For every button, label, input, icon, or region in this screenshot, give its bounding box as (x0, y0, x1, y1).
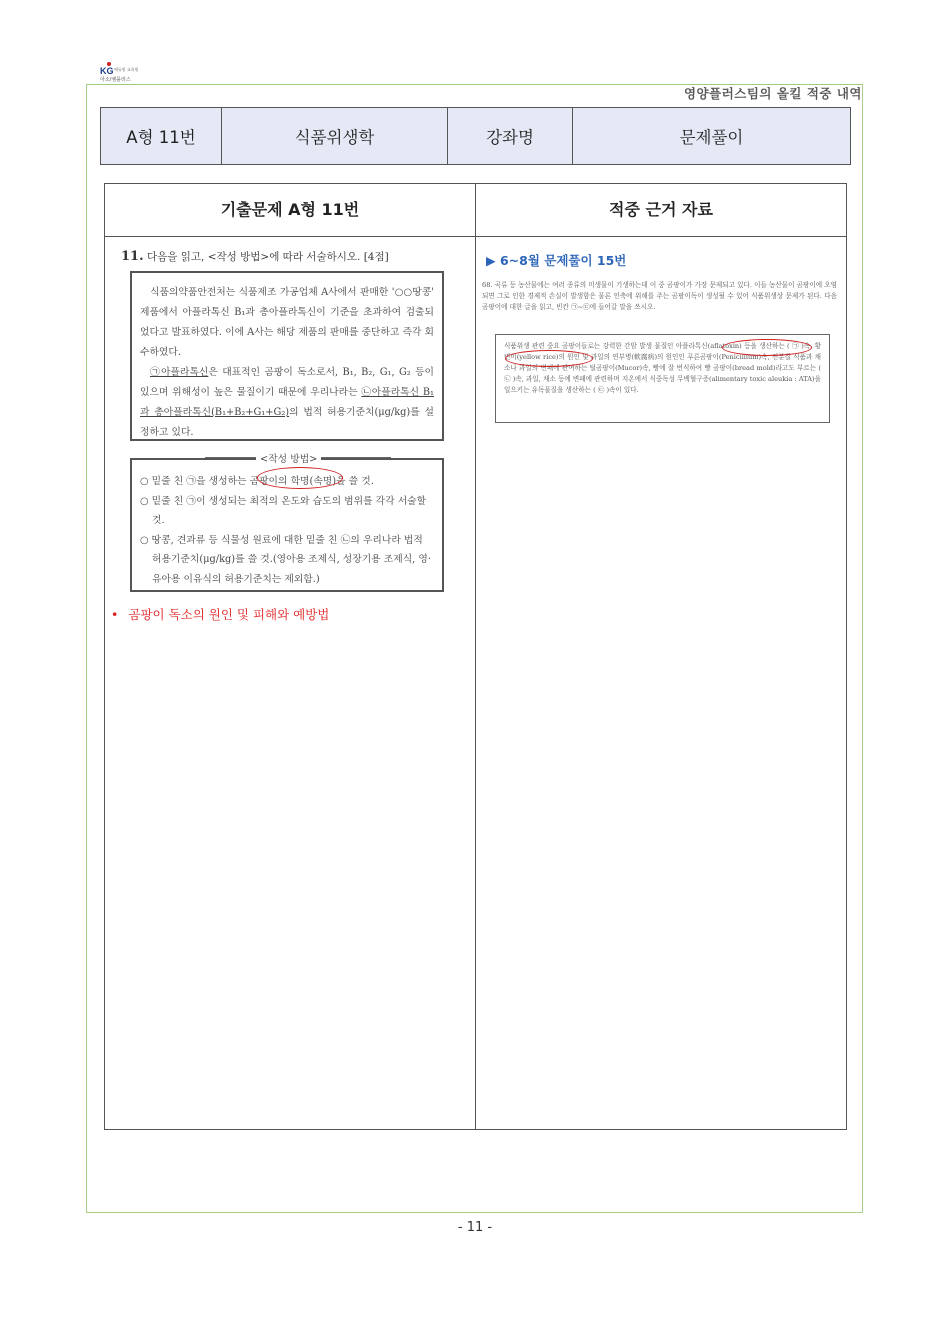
page-number: - 11 - (457, 1220, 493, 1235)
logo-line1: 에듀원 교육원 (114, 67, 139, 72)
column-divider (475, 184, 476, 1129)
reference-title: ▶ 6~8월 문제풀이 15번 (486, 253, 627, 268)
lecture-label-cell: 강좌명 (448, 108, 573, 165)
key-point-note (111, 605, 329, 623)
highlight-circle-aflatoxin (722, 339, 812, 356)
passage-underline-c: ㉡아플라톡신 B₁과 총아플라톡신(B₁+B₂+G₁+G₂) (140, 387, 434, 418)
question-passage (130, 271, 444, 441)
method-condition-2: ○ 밑줄 친 ㉠이 생성되는 최적의 온도와 습도의 범위를 각각 서술할 것. (140, 495, 427, 526)
question-heading (121, 249, 389, 264)
info-table (100, 107, 851, 165)
company-logo (100, 62, 160, 84)
lecture-name-cell: 문제풀이 (573, 108, 851, 165)
note-text: 곰팡이 독소의 원인 및 피해와 예방법 (128, 607, 330, 622)
comparison-table (104, 183, 847, 1130)
highlight-circle-genus (505, 350, 593, 367)
header-divider (105, 236, 846, 237)
passage-paragraph-1: 식품의약품안전처는 식품제조 가공업체 A사에서 판매한 '○○땅콩' 제품에서 아플라톡신 B₁과 총아플라톡신이 기준을 초과하여 검출되었다고 발표하였다. 이에 A사는 해당 제품의 판매를 중단하고 즉각 회수하였다. (140, 287, 434, 358)
question-number: 11. (121, 249, 144, 264)
reference-intro: 68. 곡류 등 농산물에는 여러 종류의 미생물이 기생하는데 이 중 곰팡이가 가장 문제되고 있다. 이들 농산물이 곰팡이에 오염되면 그로 인한 경제적 손실이 발생함은 물론 인축에 위해를 주는 곰팡이독이 생성될 수 있어 식품위생상 문제가 된다. 다음 곰팡이에 대한 글을 읽고, 빈칸 ㉠~㉢에 들어갈 말을 쓰시오. (482, 281, 837, 311)
question-prompt: 다음을 읽고, <작성 방법>에 따라 서술하시오. [4점] (146, 251, 389, 263)
reference-box: 식품위생 관련 중요 곰팡이들로는 강력한 간암 발생 물질인 아플라톡신(aflatoxin) 등을 생산하는 ( ㉠ )속, 황변미(yellow rice)의 원인 및 과일의 연부병(軟腐病)의 원인인 푸른곰팡이(Penicillium)속, 전분질 식품과 채소나 과일의 변패에 관여하는 털곰팡이(Mucor)속, 빵에 잘 번식하여 빵 곰팡이(bread mold)라고도 부르는 ( ㉡ )속, 과일, 채소 등에 변패에 관련하며 지온에서 식중독성 무백혈구증(alimentary toxic aleukia : ATA)을 일으키는 유독물질을 생산하는 ( ㉢ )속이 있다. (495, 334, 830, 423)
right-column-title: 적중 근거 자료 (609, 200, 713, 219)
passage-text-b: 은 대표적인 곰팡이 독소로서, B₁, B₂, G₁, G₂ 등이 있으며 위해성이 높은 물질이기 때문에 우리나라는 (140, 367, 434, 398)
logo-brand: KG (100, 66, 114, 76)
passage-paragraph-2 (140, 363, 434, 443)
passage-text-d: 의 법적 허용기준치(μg/kg)를 설정하고 있다. (140, 407, 434, 438)
left-column-title: 기출문제 A형 11번 (220, 200, 360, 219)
method-condition-3: ○ 땅콩, 견과류 등 식물성 원료에 대한 밑줄 친 ㉡의 우리나라 법적 허용기준치(μg/kg)를 쓸 것.(영아용 조제식, 성장기용 조제식, 영·유아용 이유식의 허용기준치는 제외함.) (140, 534, 431, 585)
method-condition-1: ○ 밑줄 친 ㉠을 생성하는 곰팡이의 학명(속명)을 쓸 것. (140, 476, 374, 487)
exam-type-cell: A형 11번 (101, 108, 222, 165)
passage-underline-a: ㉠아플라톡신 (150, 367, 209, 378)
highlight-circle (257, 467, 343, 489)
method-title: <작성 방법> (256, 451, 321, 465)
logo-line2: 아소/엠플러스 (100, 77, 131, 83)
note-bullet: • (111, 607, 119, 622)
subject-cell: 식품위생학 (222, 108, 448, 165)
page-header-title: 영양플러스팀의 올킬 적중 내역 (683, 86, 862, 101)
